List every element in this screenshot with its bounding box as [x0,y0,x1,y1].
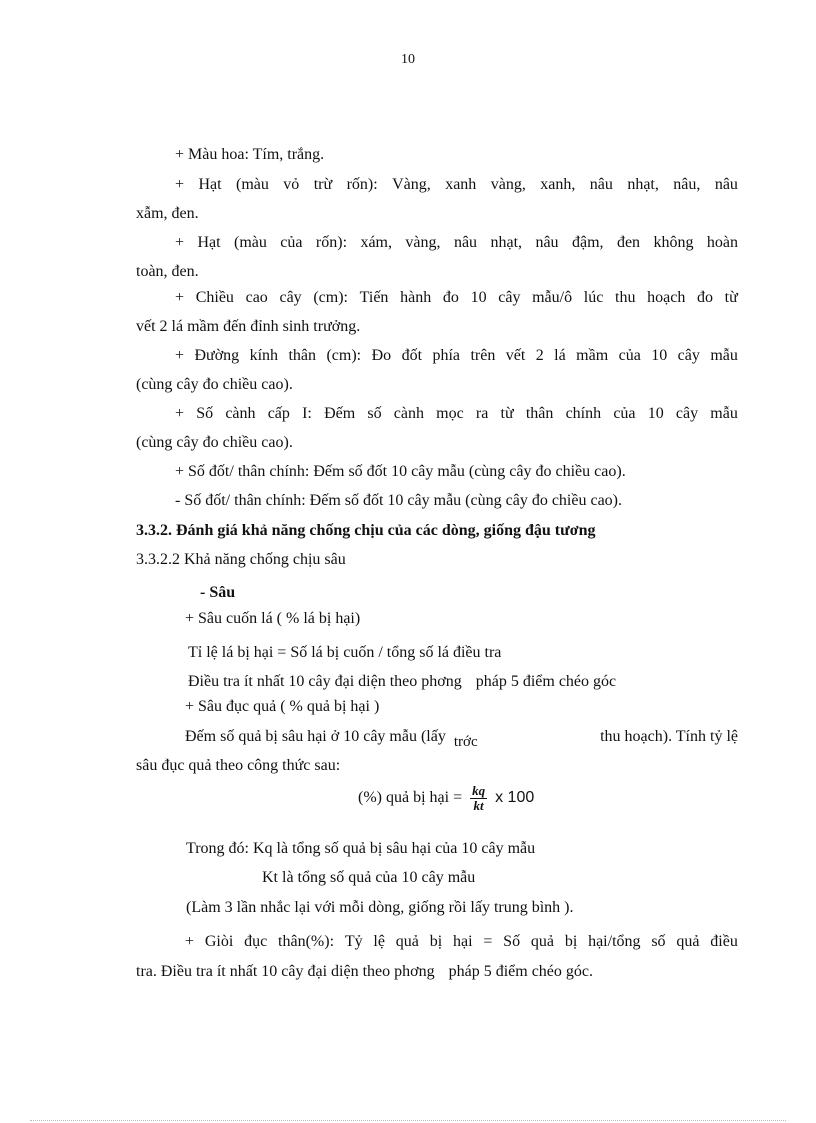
word: mẫu [710,405,738,422]
word: đốt [401,347,423,364]
word: vàng, [405,234,441,251]
text-line: (cùng cây đo chiều cao). [136,376,293,393]
word: trên [470,347,496,364]
word: đậm, [571,234,604,251]
word: nâu [453,234,478,251]
word: hoàn [706,234,738,251]
word: Hạt [197,234,221,251]
word: chính [565,405,602,422]
word: quả [530,933,554,950]
formula-fraction [470,784,487,813]
text-line: + Số đốt/ thân chính: Đếm số đốt 10 cây mẫu (cùng cây đo chiều cao). [175,463,626,480]
word: nhạt, [627,176,659,193]
text-line [175,288,738,308]
sau-label: - Sâu [200,584,236,601]
word: (màu [235,176,269,193]
word: cành [393,405,424,422]
text-line: (cùng cây đo chiều cao). [136,434,293,451]
word: lệ [373,933,385,950]
text-line [185,727,738,750]
word: nâu [714,176,738,193]
footer-rule [30,1120,786,1121]
word: 10 [470,289,487,306]
word: Đo [371,347,392,364]
word: kính [249,347,279,364]
section-heading: 3.3.2. Đánh giá khả năng chống chịu của các dòng, giống đậu tương [136,522,596,539]
word: thân(%): [278,933,335,950]
word: cây [677,347,700,364]
word: điều [710,933,738,950]
text-line: + Màu hoa: Tím, trắng. [175,146,325,163]
word: ra [475,405,489,422]
text-segment: trớc [453,734,478,750]
text-segment: tra. Điều tra ít nhất 10 cây đại diện theo phơng [136,963,435,980]
word: đo [697,289,713,306]
word: I: [302,405,312,422]
word: (cm): [326,347,362,364]
word: Chiều [195,289,234,306]
word: rốn): [346,176,378,193]
word: hại [452,933,473,950]
word: nâu [589,176,613,193]
word: đo [442,289,459,306]
text-line: Kt là tổng số quả của 10 cây mẫu [262,869,476,886]
word: = [483,933,493,950]
word: của [613,405,636,422]
word: thu [615,289,636,306]
word: Hạt [198,176,222,193]
word: + [175,289,185,306]
word: nâu [535,234,559,251]
text-line [175,175,738,195]
word: xanh, [540,176,576,193]
text-segment: thu hoạch). Tính tỷ lệ [600,728,738,745]
word: cấp [267,405,290,422]
text-line: sâu đục quả theo công thức sau: [136,757,341,774]
word: thân [288,347,317,364]
text-segment: Điều tra ít nhất 10 cây đại diện theo phơng [188,673,462,690]
word: quả [676,933,700,950]
word: Giòi [204,933,234,950]
word: lá [554,347,566,364]
word: mẫu/ô [532,289,573,306]
subsection-heading: 3.3.2.2 Khả năng chống chịu sâu [136,551,346,568]
text-segment: pháp 5 điểm chéo góc [475,673,617,690]
text-line: Tỉ lệ lá bị hại = Số lá bị cuốn / tổng số lá điều tra [188,644,502,661]
word: của [280,234,303,251]
word: không [653,234,694,251]
word: cây [279,289,302,306]
text-line: vết 2 lá mầm đến đỉnh sinh trưởng. [136,318,361,335]
word: số [367,405,382,422]
word: cao [245,289,268,306]
word: của [618,347,641,364]
word: + [185,933,195,950]
text-line [175,404,738,424]
word: thân [525,405,554,422]
word: mầm [576,347,609,364]
word: mọc [436,405,464,422]
word: nhạt, [490,234,523,251]
text-line [188,672,616,692]
formula-rhs: x 100 [495,789,535,806]
word: đục [244,933,268,950]
text-line: toàn, đen. [136,263,199,280]
text-line: + Sâu cuốn lá ( % lá bị hại) [185,610,361,627]
word: trừ [313,176,333,193]
text-line: (Làm 3 lần nhắc lại với mỗi dòng, giống rồi lấy trung bình ). [186,899,574,916]
word: + [175,347,185,364]
word: rốn): [315,234,348,251]
word: Số [196,405,214,422]
text-line: Trong đó: Kq là tổng số quả bị sâu hại của 10 cây mẫu [186,840,536,857]
word: Đếm [324,405,356,422]
word: Tỷ [344,933,363,950]
text-line [136,962,593,982]
word: vỏ [283,176,300,193]
word: vàng, [490,176,526,193]
word: nâu, [673,176,701,193]
word: Số [503,933,521,950]
word: từ [724,289,738,306]
word: xanh [445,176,477,193]
word: vết [505,347,526,364]
word: Vàng, [392,176,431,193]
text-line [175,346,738,366]
word: lúc [583,289,604,306]
word: (màu [233,234,267,251]
word: mẫu [710,347,738,364]
text-line: xẫm, đen. [136,205,199,222]
text-line [185,932,738,952]
word: số [651,933,666,950]
word: quả [395,933,419,950]
text-segment: pháp 5 điểm chéo góc. [448,963,593,980]
word: hành [400,289,432,306]
word: cây [675,405,699,422]
word: 2 [535,347,544,364]
formula-numerator: kq [472,782,486,798]
word: 10 [651,347,668,364]
word: + [175,405,185,422]
word: + [175,234,185,251]
word: + [175,176,185,193]
word: bị [429,933,443,950]
word: từ [500,405,514,422]
word: Đường [194,347,240,364]
word: hoạch [647,289,686,306]
word: (cm): [313,289,348,306]
word: 10 [647,405,664,422]
word: cành [225,405,256,422]
text-line: + Sâu đục quả ( % quả bị hại ) [185,698,380,715]
formula-denominator: kt [473,797,484,813]
page-number: 10 [401,52,415,67]
text-line [175,233,738,253]
text-segment: Đếm số quả bị sâu hại ở 10 cây mẫu (lấy [185,728,446,745]
word: bị [564,933,578,950]
word: đen [616,234,641,251]
word: xám, [360,234,392,251]
word: cây [498,289,521,306]
formula [358,781,534,815]
word: phía [432,347,460,364]
formula-lhs: (%) quả bị hại = [358,789,463,806]
text-line: - Số đốt/ thân chính: Đếm số đốt 10 cây mẫu (cùng cây đo chiều cao). [175,492,622,509]
word: hại/tổng [588,933,641,950]
word: Tiến [359,289,389,306]
